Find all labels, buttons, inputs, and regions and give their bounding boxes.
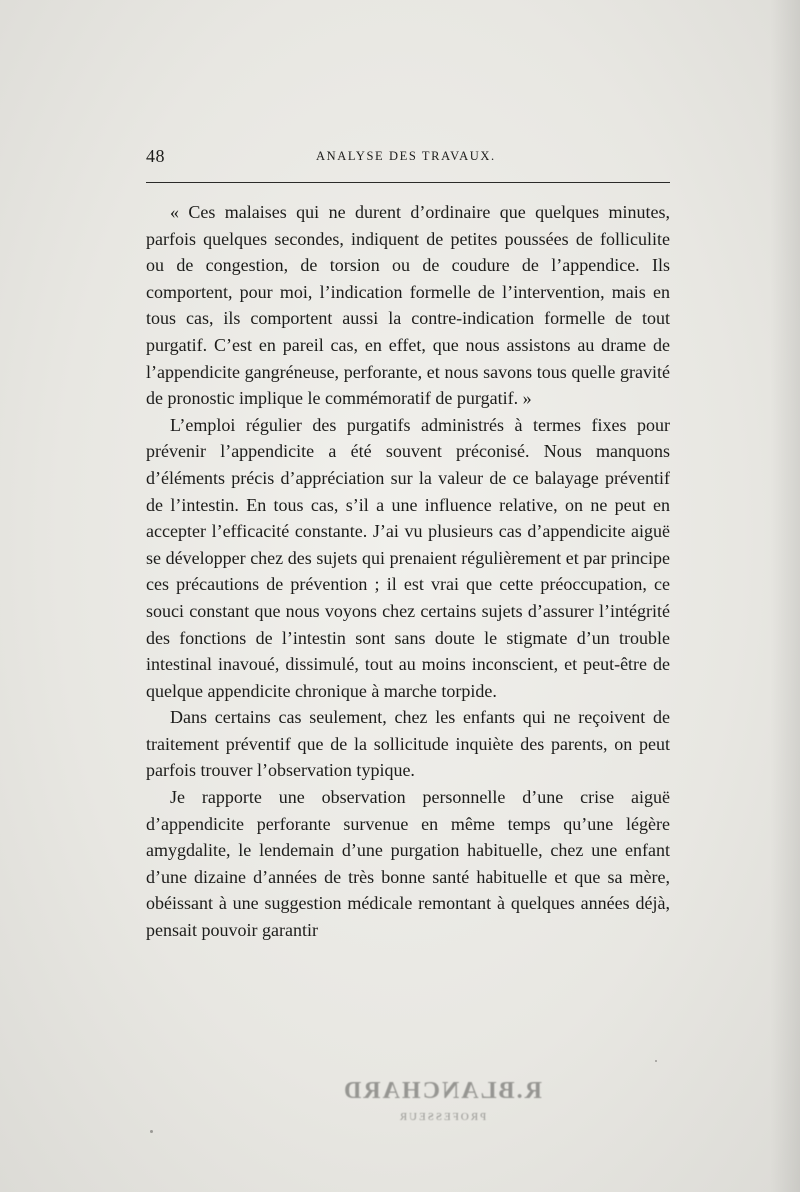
stamp-main-text: R.BLANCHARD bbox=[341, 1078, 542, 1104]
body-text bbox=[146, 199, 670, 944]
library-stamp bbox=[342, 1078, 542, 1138]
running-title: ANALYSE DES TRAVAUX. bbox=[316, 149, 496, 163]
page-number: 48 bbox=[146, 146, 165, 166]
paragraph-observation: Je rapporte une observation personnelle d’une crise aiguë d’appendicite perforante survenue en même temps qu’une légère amygdalite, le lendemain d’une purgation habituelle, chez une enfant d’une dizaine d’années de très bonne santé habituelle et que sa mère, obéissant à une suggestion médicale remontant à quelques années déjà, pensait pouvoir garantir bbox=[146, 787, 670, 941]
paragraph-purgatifs: L’emploi régulier des purgatifs administrés à termes fixes pour prévenir l’appendicite a été souvent préconisé. Nous manquons d’éléments précis d’appréciation sur la valeur de ce balayage préventif de l’intestin. En tous cas, s’il a une influence relative, on ne peut en accepter l’efficacité constante. J’ai vu plusieurs cas d’appendicite aiguë se développer chez des sujets qui prenaient régulièrement et par principe ces précautions de prévention ; il est vrai que cette préoccupation, ce souci constant que nous voyons chez certains sujets d’assurer l’intégrité des fonctions de l’intestin sont sans doute le stigmate d’un trouble intestinal inavoué, dissimulé, tout au moins inconscient, et peut-être de quelque appendicite chronique à marche torpide. bbox=[146, 414, 670, 701]
paragraph-enfants: Dans certains cas seulement, chez les enfants qui ne reçoivent de traitement préventif que de la sollicitude inquiète des parents, on peut parfois trouver l’observation typique. bbox=[146, 707, 670, 781]
stamp-sub-text: PROFESSEUR bbox=[397, 1111, 487, 1123]
page-header bbox=[146, 146, 670, 166]
paragraph-quote: « Ces malaises qui ne durent d’ordinaire que quelques minutes, parfois quelques secondes, indiquent de petites poussées de folliculite ou de congestion, de torsion ou de coudure de l’appendice. Ils comportent, pour moi, l’indication formelle de l’intervention, mais en tous cas, ils comportent aussi la contre-indication formelle de tout purgatif. C’est en pareil cas, en effet, que nous assistons au drame de l’appendicite gangréneuse, perforante, et nous savons tous quelle gravité de pronostic implique le commémoratif de purgatif. » bbox=[146, 202, 670, 409]
page-edge-shadow bbox=[770, 0, 800, 1192]
header-rule bbox=[146, 182, 670, 183]
paper-speck bbox=[655, 1060, 657, 1062]
paper-speck bbox=[150, 1130, 153, 1133]
